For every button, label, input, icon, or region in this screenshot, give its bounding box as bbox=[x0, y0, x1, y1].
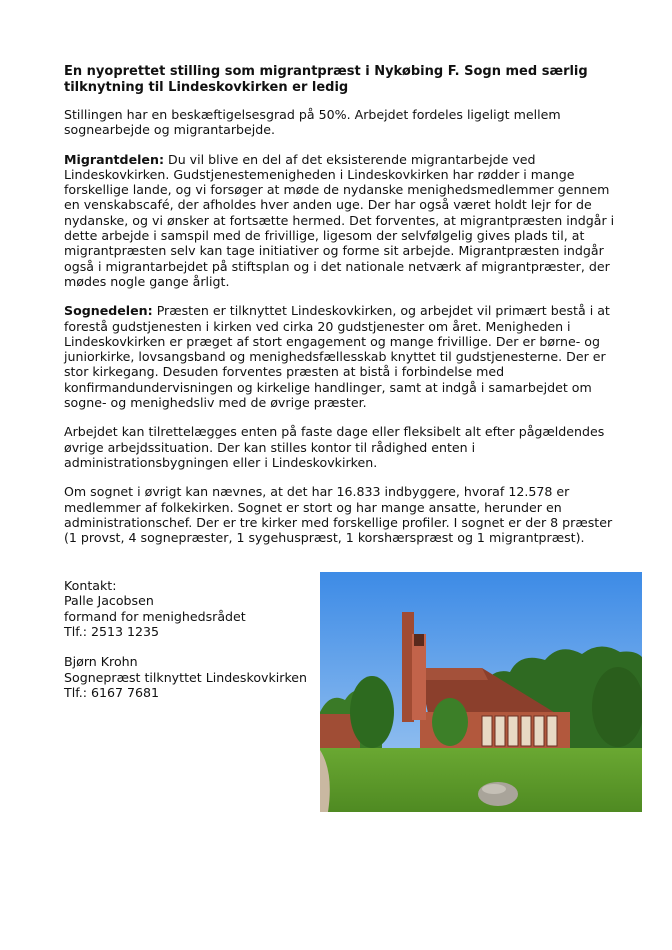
contact2-role: Sognepræst tilknyttet Lindeskovkirken bbox=[64, 669, 308, 685]
contact2-phone: Tlf.: 6167 7681 bbox=[64, 685, 160, 701]
contact1-phone: Tlf.: 2513 1235 bbox=[64, 623, 160, 639]
bell-tower-opening bbox=[414, 634, 424, 646]
contact-label: Kontakt: bbox=[64, 578, 117, 593]
contact-spacer bbox=[64, 639, 314, 654]
church-roof-top bbox=[418, 668, 488, 680]
sogne-text: Præsten er tilknyttet Lindeskovkirken, og arbejdet vil primært bestå i at forestå gudstjenesten i kirken ved cirka 20 gudstjenester om året. Menigheden i Lindeskovkirken er præget af stort engagement og mange frivillige. Der er børne- og juniorkirke, lovsangsband og menighedsfællesskab knyttet til gudstjenesterne. Der er stor kirkegang. Desuden forventes præsten at bistå i forbindelse med konfirmandundervisningen og kirkelige handlinger, samt at indgå i samarbejdet om sogne- og menighedsliv med de øvrige præster. bbox=[64, 303, 610, 411]
sogne-heading: Sognedelen: bbox=[64, 303, 153, 319]
migrant-text: Du vil blive en del af det eksisterende migrantarbejde ved Lindeskovkirken. Gudstjenestemenigheden i Lindeskovkirken har rødder i mange forskellige lande, og vi forsøger at møde de nydanske menighedsmedlemmer gennem en venskabscafé, der afholdes hver anden uge. Der har også været holdt lejr for de nydanske, og vi ønsker at fortsætte hermed. Det forventes, at migrantpræsten indgår i dette arbejde i samspil med de frivillige, ligesom der selvfølgelig gives plads til, at migrantpræsten selv kan tage initiativer og forme sit arbejde. Migrantpræsten indgår også i migrantarbejdet på stiftsplan og i det nationale netværk af migrantpræster, der mødes nogle gange årligt. bbox=[64, 151, 615, 289]
contact-block bbox=[64, 578, 314, 700]
boulder-highlight bbox=[482, 784, 506, 794]
page-title: En nyoprettet stilling som migrantpræst i Nykøbing F. Sogn med særlig tilknytning til Lindeskovkirken er ledig bbox=[64, 64, 588, 95]
contact1-role: formand for menighedsrådet bbox=[64, 608, 246, 624]
arbejde-paragraph: Arbejdet kan tilrettelægges enten på faste dage eller fleksibelt alt efter pågældendes øvrige arbejdssituation. Der kan stilles kontor til rådighed enten i administrationsbygningen eller i Lindeskovkirken. bbox=[64, 424, 605, 470]
sogne-paragraph bbox=[64, 303, 624, 410]
tree-left bbox=[350, 676, 394, 748]
migrant-paragraph bbox=[64, 152, 624, 290]
om-sognet-paragraph: Om sognet i øvrigt kan nævnes, at det har 16.833 indbyggere, hvoraf 12.578 er medlemmer af folkekirken. Sognet er stort og har mange ansatte, herunder en administrationschef. Der er tre kirker med forskellige profiler. I sognet er der 8 præster (1 provst, 4 sognepræster, 1 sygehuspræst, 1 korshærspræst og 1 migrantpræst). bbox=[64, 484, 613, 546]
tree-right bbox=[592, 667, 642, 747]
contact2-name: Bjørn Krohn bbox=[64, 654, 138, 670]
tree-mid bbox=[432, 698, 468, 746]
church-photo bbox=[320, 572, 642, 812]
document-body bbox=[64, 64, 624, 559]
intro-paragraph: Stillingen har en beskæftigelsesgrad på 50%. Arbejdet fordeles ligeligt mellem sognearbejde og migrantarbejde. bbox=[64, 107, 561, 138]
bell-tower-front bbox=[412, 634, 426, 720]
contact1-name: Palle Jacobsen bbox=[64, 593, 154, 609]
lawn bbox=[320, 748, 642, 812]
migrant-heading: Migrantdelen: bbox=[64, 151, 164, 167]
